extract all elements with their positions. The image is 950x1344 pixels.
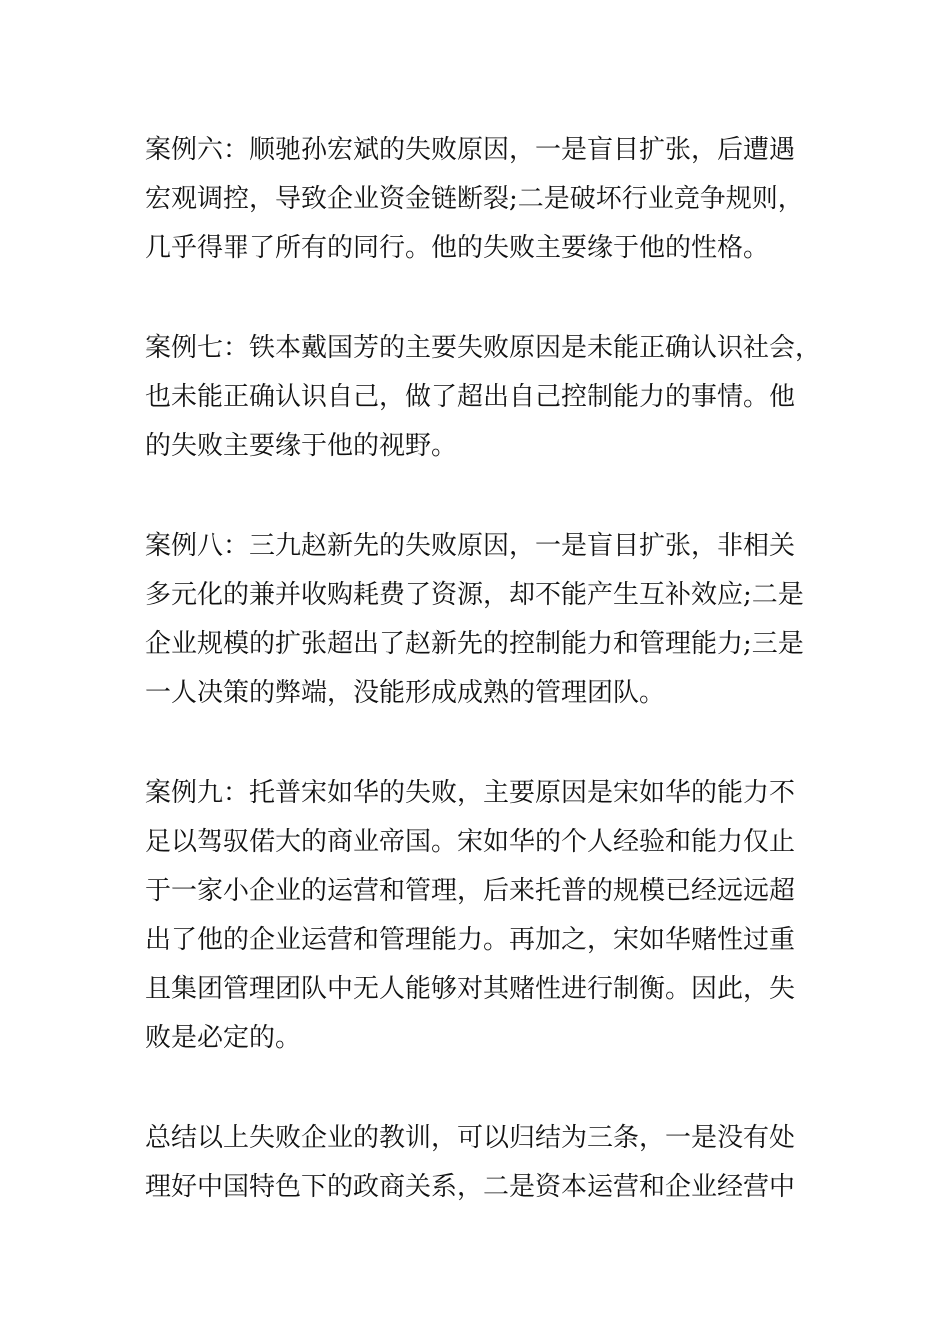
paragraph-case-seven — [145, 324, 825, 471]
text-line: 案例九：托普宋如华的失败，主要原因是宋如华的能力不 — [145, 778, 796, 808]
text-line: 足以驾驭偌大的商业帝国。宋如华的个人经验和能力仅止 — [145, 827, 796, 857]
text-line: 宏观调控，导致企业资金链断裂;二是破坏行业竞争规则， — [145, 184, 804, 214]
paragraph-case-six — [145, 126, 825, 273]
text-line: 败是必定的。 — [145, 1023, 302, 1053]
text-line: 理好中国特色下的政商关系，二是资本运营和企业经营中 — [145, 1172, 796, 1202]
text-line: 一人决策的弊端，没能形成成熟的管理团队。 — [145, 678, 666, 708]
document-body — [145, 126, 825, 1263]
text-line: 于一家小企业的运营和管理，后来托普的规模已经远远超 — [145, 876, 796, 906]
text-line: 案例八：三九赵新先的失败原因，一是盲目扩张，非相关 — [145, 531, 796, 561]
text-line: 总结以上失败企业的教训，可以归结为三条，一是没有处 — [145, 1123, 796, 1153]
text-line: 也未能正确认识自己，做了超出自己控制能力的事情。他 — [145, 382, 796, 412]
text-line: 且集团管理团队中无人能够对其赌性进行制衡。因此，失 — [145, 974, 796, 1004]
text-line: 多元化的兼并收购耗费了资源，却不能产生互补效应;二是 — [145, 580, 804, 610]
text-line: 的失败主要缘于他的视野。 — [145, 431, 458, 461]
text-line: 企业规模的扩张超出了赵新先的控制能力和管理能力;三是 — [145, 629, 804, 659]
paragraph-summary — [145, 1114, 825, 1212]
paragraph-case-eight — [145, 522, 825, 718]
text-line: 案例七：铁本戴国芳的主要失败原因是未能正确认识社会， — [145, 333, 822, 363]
paragraph-case-nine — [145, 769, 825, 1063]
text-line: 出了他的企业运营和管理能力。再加之，宋如华赌性过重 — [145, 925, 796, 955]
text-line: 几乎得罪了所有的同行。他的失败主要缘于他的性格。 — [145, 233, 770, 263]
text-line: 案例六：顺驰孙宏斌的失败原因，一是盲目扩张，后遭遇 — [145, 135, 796, 165]
